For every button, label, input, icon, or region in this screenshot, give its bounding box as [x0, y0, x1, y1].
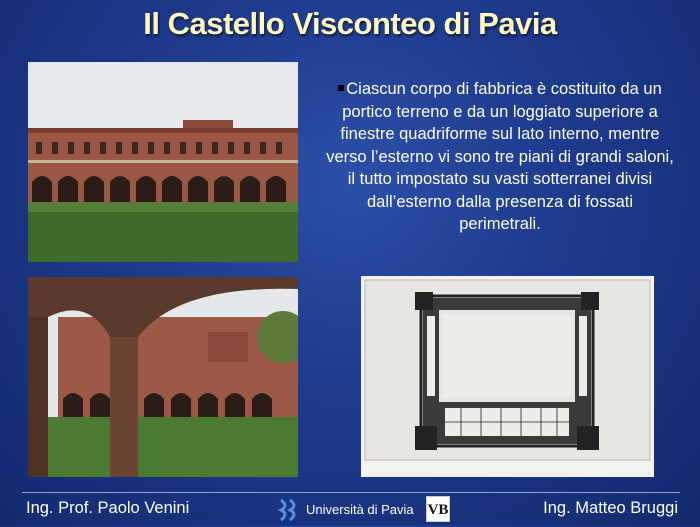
slide-title: Il Castello Visconteo di Pavia — [143, 6, 557, 41]
university-name: Università di Pavia — [306, 502, 414, 517]
footer-author-right: Ing. Matteo Bruggi — [543, 499, 678, 517]
university-logo-icon — [278, 498, 300, 522]
body-paragraph: Ciascun corpo di fabbrica è costituito da un portico terreno e da un loggiato superiore a finestre quadriforme sul lato interno, mentre verso l’esterno vi sono tre piani di grandi saloni, il tutto impostato su vasti sotterranei divisi dall’esterno dalla presenza di fossati perimetrali. — [326, 80, 674, 233]
bullet-icon — [338, 85, 344, 91]
footer-divider — [22, 492, 680, 493]
vb-logo: VB — [426, 496, 450, 522]
body-text-block — [324, 78, 676, 236]
courtyard-photo — [28, 62, 298, 262]
floor-plan-image — [361, 276, 654, 477]
footer-author-left: Ing. Prof. Paolo Venini — [26, 499, 190, 517]
portico-photo — [28, 277, 298, 477]
